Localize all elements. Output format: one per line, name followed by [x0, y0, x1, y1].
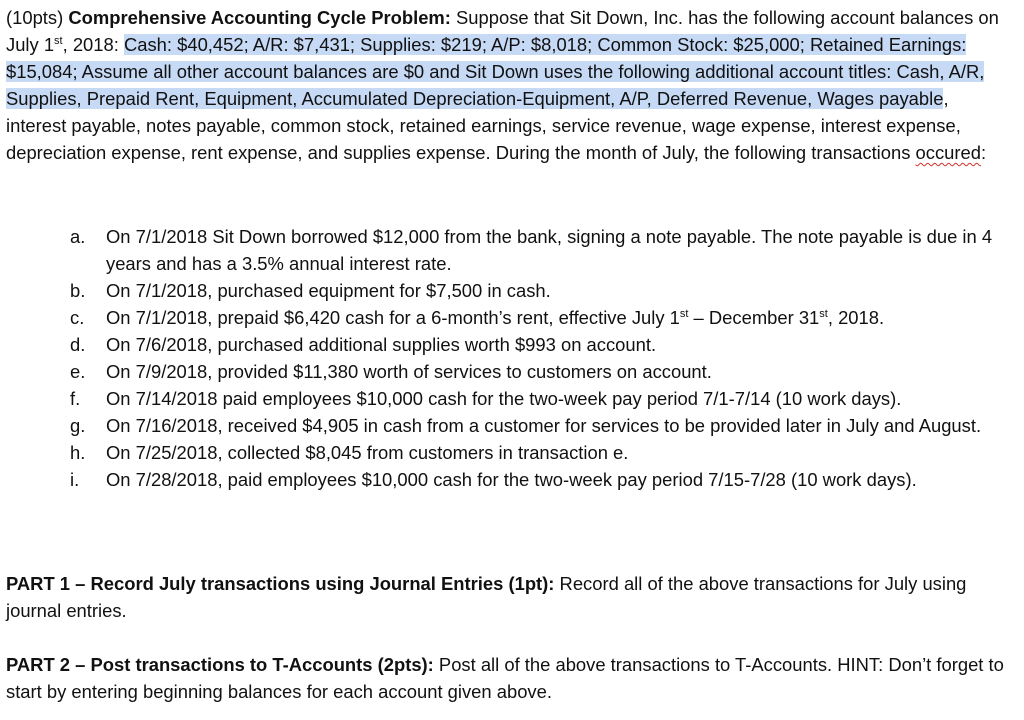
list-item	[70, 304, 1010, 331]
ordinal-suffix: st	[54, 35, 63, 47]
item-text: On 7/6/2018, purchased additional supplies worth $993 on account.	[106, 334, 657, 355]
item-text: On 7/14/2018 paid employees $10,000 cash for the two-week pay period 7/1-7/14 (10 work days).	[106, 388, 902, 409]
item-marker: b.	[70, 280, 86, 301]
item-text: On 7/16/2018, received $4,905 in cash from a customer for services to be provided later in July and August.	[106, 415, 982, 436]
intro-colon: :	[980, 142, 987, 163]
part-2-instructions	[6, 651, 1010, 705]
intro-text-2: , 2018:	[62, 34, 124, 55]
part-2-heading: PART 2 – Post transactions to T-Accounts (2pts):	[6, 654, 434, 675]
item-marker: f.	[70, 388, 81, 409]
item-text: On 7/1/2018, purchased equipment for $7,500 in cash.	[106, 280, 551, 301]
item-marker: c.	[70, 307, 85, 328]
item-text: On 7/9/2018, provided $11,380 worth of services to customers on account.	[106, 361, 712, 382]
list-item	[70, 331, 1010, 358]
item-text: On 7/1/2018 Sit Down borrowed $12,000 from the bank, signing a note payable. The note payable is due in 4 years and has a 3.5% annual interest rate.	[106, 226, 993, 274]
intro-text-3: , interest payable, notes payable, common stock, retained earnings, service revenue, wage expense, interest expense, depreciation expense, rent expense, and supplies expense. During the month of July, the following transactions	[6, 88, 961, 163]
item-marker: i.	[70, 469, 80, 490]
item-marker: g.	[70, 415, 86, 436]
problem-intro	[6, 4, 1010, 166]
list-item	[70, 277, 1010, 304]
list-item	[70, 412, 1010, 439]
item-text: On 7/28/2018, paid employees $10,000 cash for the two-week pay period 7/15-7/28 (10 work days).	[106, 469, 917, 490]
item-marker: e.	[70, 361, 86, 382]
ordinal-suffix: st	[819, 308, 828, 320]
item-text-mid: – December 31	[688, 307, 820, 328]
part-1-text: Record all of the above transactions for July using journal entries.	[6, 573, 967, 621]
list-item	[70, 385, 1010, 412]
item-text: On 7/1/2018, prepaid $6,420 cash for a 6-month’s rent, effective July 1	[106, 307, 680, 328]
points-label: (10pts)	[6, 7, 69, 28]
spelling-error-word[interactable]: occured	[915, 142, 981, 163]
list-item	[70, 358, 1010, 385]
item-marker: a.	[70, 226, 86, 247]
ordinal-suffix: st	[679, 308, 689, 320]
part-1-instructions	[6, 570, 1010, 624]
item-text-end: , 2018.	[827, 307, 885, 328]
part-1-heading: PART 1 – Record July transactions using Journal Entries (1pt):	[6, 573, 555, 594]
list-item	[70, 223, 1010, 277]
problem-heading: Comprehensive Accounting Cycle Problem:	[68, 7, 451, 28]
transaction-list	[70, 223, 1010, 493]
item-marker: h.	[70, 442, 86, 463]
list-item	[70, 466, 1010, 493]
list-item	[70, 439, 1010, 466]
selected-text[interactable]: Cash: $40,452; A/R: $7,431; Supplies: $219; A/P: $8,018; Common Stock: $25,000; Retained Earnings: $15,084; Assume all other account balances are $0 and Sit Down uses the following additional account titles: Cash, A/R, Supplies, Prepaid Rent, Equipment, Accumulated Depreciation-Equipment, A/P, Deferred Revenue, Wages payable	[6, 34, 985, 109]
intro-text-1: Suppose that Sit Down, Inc. has the following account balances on July 1	[6, 7, 999, 55]
part-2-text: Post all of the above transactions to T-Accounts. HINT: Don’t forget to start by entering beginning balances for each account given above.	[6, 654, 1004, 702]
item-marker: d.	[70, 334, 86, 355]
item-text: On 7/25/2018, collected $8,045 from customers in transaction e.	[106, 442, 629, 463]
